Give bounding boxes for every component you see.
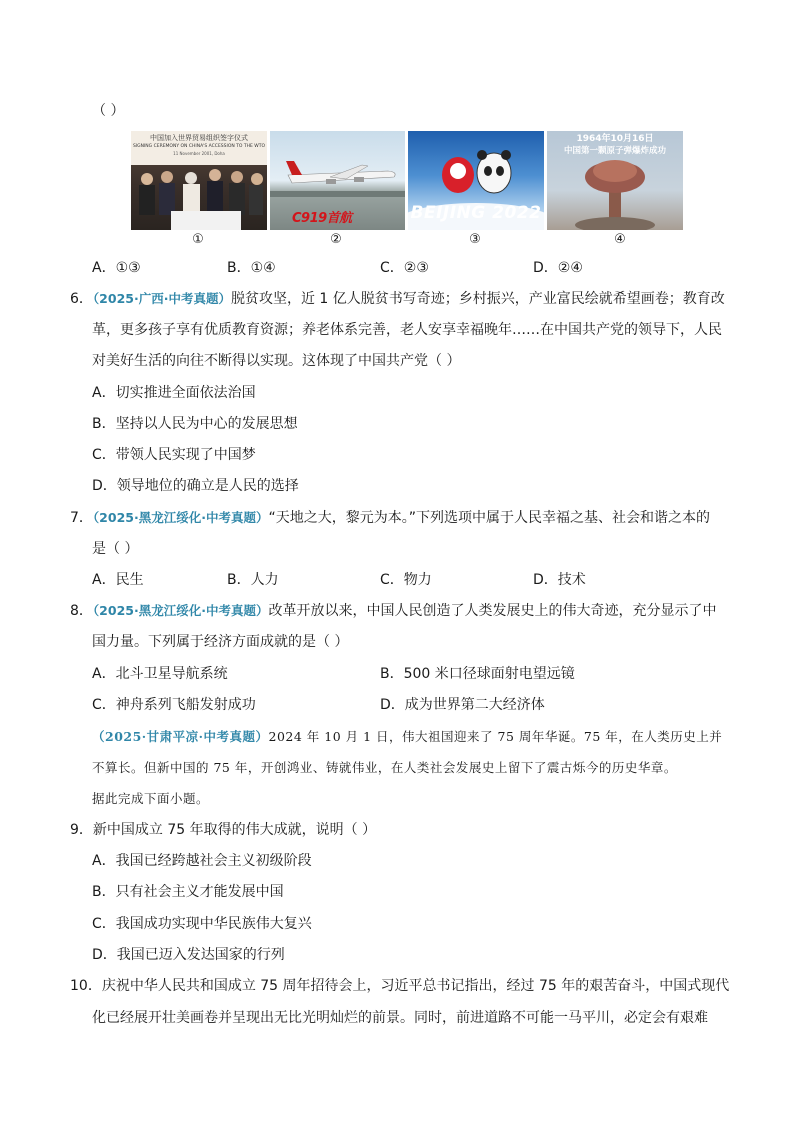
question-source: （2025·黑龙江绥化·中考真题）	[92, 510, 269, 525]
photo-caption-4: ④	[614, 232, 626, 247]
photo-wto-subtitle: 11 November 2001, Doha	[173, 151, 225, 156]
question-8	[70, 601, 716, 621]
q6-option-c[interactable]: C．带领人民实现了中国梦	[92, 447, 256, 463]
signing-people-illustration	[131, 131, 267, 230]
question-10	[70, 976, 729, 996]
q7-option-d[interactable]: D．技术	[533, 572, 586, 588]
atomic-caption-text: 中国第一颗原子弹爆炸成功	[563, 146, 666, 156]
q8-option-c[interactable]: C．神舟系列飞船发射成功	[92, 697, 256, 713]
photo-c919-aircraft	[270, 131, 405, 230]
question-9	[70, 820, 376, 840]
question-stem-line: 庆祝中华人民共和国成立 75 周年招待会上，习近平总书记指出，经过 75 年的艰苦奋斗，中国式现代	[101, 978, 730, 994]
q5-option-c[interactable]: C．②③	[380, 260, 429, 276]
photo-wto-title-cn: 中国加入世界贸易组织签字仪式	[150, 134, 248, 142]
question-7	[70, 508, 710, 528]
c919-logo-text: C919首航	[292, 211, 352, 226]
question-number: 6．	[70, 291, 93, 307]
photo-wto-signing	[131, 131, 267, 230]
q6-option-d[interactable]: D．领导地位的确立是人民的选择	[92, 478, 299, 494]
passage-line-2: 不算长。但新中国的 75 年，开创鸿业、铸就伟业，在人类社会发展史上留下了震古烁今的历史华章。	[92, 760, 677, 775]
q6-stem-line-3: 对美好生活的向往不断得以实现。这体现了中国共产党（ ）	[92, 353, 461, 369]
atomic-date-text: 1964年10月16日	[576, 134, 654, 144]
q8-option-a[interactable]: A．北斗卫星导航系统	[92, 666, 228, 682]
question-number: 9．	[70, 822, 93, 838]
question-6	[70, 289, 725, 309]
photo-caption-2: ②	[330, 232, 342, 247]
photo-caption-3: ③	[469, 232, 481, 247]
q9-option-a[interactable]: A．我国已经跨越社会主义初级阶段	[92, 853, 312, 869]
q6-stem-line-2: 革，更多孩子享有优质教育资源；养老体系完善，老人安享幸福晚年……在中国共产党的领导下，人民	[92, 322, 722, 338]
passage-line-1	[92, 728, 722, 746]
question-stem-line: “天地之大，黎元为本。”下列选项中属于人民幸福之基、社会和谐之本的	[268, 510, 710, 526]
passage-text: 2024 年 10 月 1 日，伟大祖国迎来了 75 周年华诞。75 年，在人类历史上并	[268, 729, 723, 744]
question-stem-line: 脱贫攻坚，近 1 亿人脱贫书写奇迹；乡村振兴，产业富民绘就希望画卷；教育改	[230, 291, 725, 307]
q8-option-b[interactable]: B．500 米口径球面射电望远镜	[380, 666, 575, 682]
photo-wto-title-en: SIGNING CEREMONY ON CHINA'S ACCESSION TO THE WTO	[132, 144, 266, 149]
q7-option-b[interactable]: B．人力	[227, 572, 279, 588]
q6-option-b[interactable]: B．坚持以人民为中心的发展思想	[92, 416, 298, 432]
q7-stem-line-2: 是（ ）	[92, 541, 139, 557]
passage-line-3: 据此完成下面小题。	[92, 791, 210, 806]
q9-option-b[interactable]: B．只有社会主义才能发展中国	[92, 884, 284, 900]
q9-option-d[interactable]: D．我国已迈入发达国家的行列	[92, 947, 285, 963]
photo-beijing-2022	[408, 131, 544, 230]
question-stem-line: 改革开放以来，中国人民创造了人类发展史上的伟大奇迹，充分显示了中	[268, 603, 717, 619]
beijing-2022-banner: BEIJING 2022	[410, 203, 542, 223]
question-source: （2025·广西·中考真题）	[92, 291, 231, 306]
q7-option-a[interactable]: A．民生	[92, 572, 144, 588]
question-source: （2025·黑龙江绥化·中考真题）	[92, 603, 269, 618]
q7-option-c[interactable]: C．物力	[380, 572, 432, 588]
q10-stem-line-2: 化已经展开壮美画卷并呈现出无比光明灿烂的前景。同时，前进道路不可能一马平川，必定会有艰难	[92, 1010, 708, 1026]
photo-caption-1: ①	[192, 232, 204, 247]
answer-bracket: （ ）	[92, 103, 125, 119]
question-number: 8．	[70, 603, 93, 619]
question-stem-line: 新中国成立 75 年取得的伟大成就，说明（ ）	[92, 822, 377, 838]
q5-option-b[interactable]: B．①④	[227, 260, 276, 276]
question-number: 7．	[70, 510, 93, 526]
q8-option-d[interactable]: D．成为世界第二大经济体	[380, 697, 545, 713]
question-number: 10．	[70, 978, 102, 994]
passage-source: （2025·甘肃平凉·中考真题）	[92, 729, 269, 744]
q8-stem-line-2: 国力量。下列属于经济方面成就的是（ ）	[92, 634, 349, 650]
photo-atomic-test	[547, 131, 683, 230]
q5-option-d[interactable]: D．②④	[533, 260, 583, 276]
q9-option-c[interactable]: C．我国成功实现中华民族伟大复兴	[92, 916, 312, 932]
q6-option-a[interactable]: A．切实推进全面依法治国	[92, 385, 256, 401]
q5-option-a[interactable]: A．①③	[92, 260, 141, 276]
